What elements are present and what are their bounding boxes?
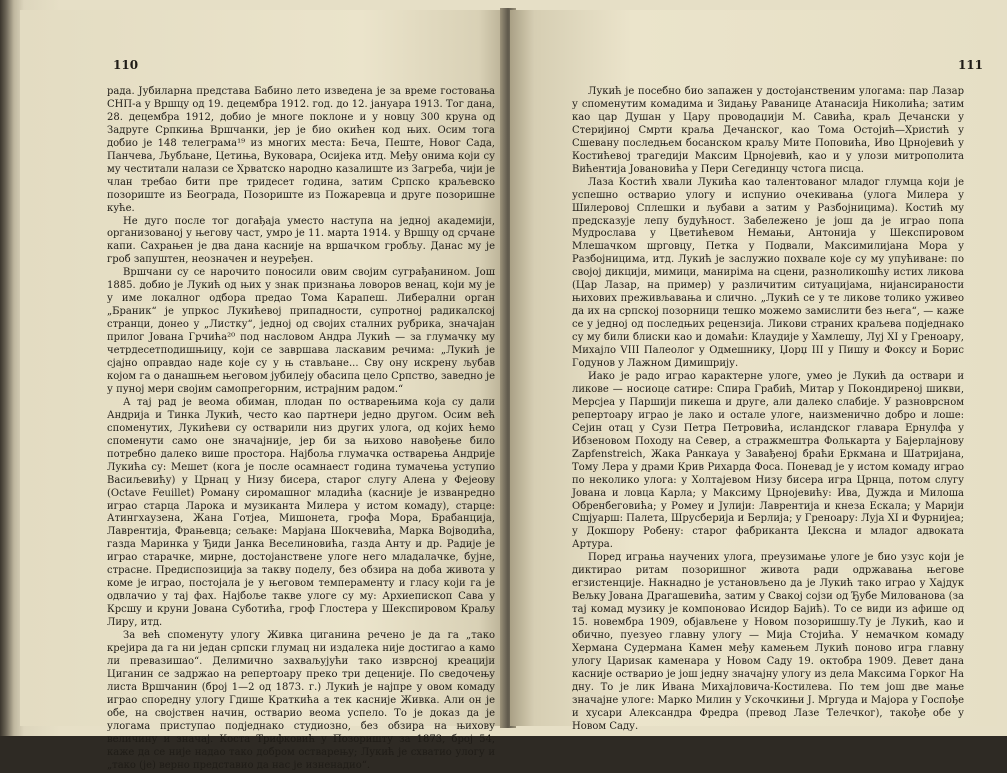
paragraph: Не дуго после тог догађаја уместо наступа на једној академији, организованој у његову част, умро је 11. марта 1914. у Вршцу од срчане капи. Сахрањен је два дана касније на вршачком гробљу. Данас му је гроб запуштен, неозначен и неуређен. — [107, 215, 495, 266]
left-page — [20, 10, 508, 771]
right-page — [510, 10, 997, 732]
page-number-left: 110 — [113, 58, 139, 72]
paragraph: Поред играња научених улога, преузимање улоге је био узус који је диктирао ритам позоришног живота ради одржавања његове егзистенције. Накнадно је установљено да је Лукић тако играо у Хајдук Вељку Јована Драгашевића, затим у Свакој сојзи од Ђубе Милованова (за тај комад музику је компоновао Исидор Бајић). То се види из афише од 15. новембра 1909, објављене у Новом позоришшу.Ту је Лукић, као и обично, пуезуео главну улогу — Мија Стојића. У немачком комаду Хермана Судермана Камен међу камењем Лукић поново игра главну улогу Цариѕак каменара у Новом Саду 19. октобра 1909. Девет дана касније остварио је још једну значајну улогу из дела Максима Горког На дну. То је лик Ивана Михајловича-Костилева. По тем још две мање значајне улоге: Марко Милин у Ускочкињи Ј. Мргуда и Мајора у Госпође и хусари Александра Фредра (превод Лазе Телечког), такође обе у Новом Саду. — [572, 552, 964, 732]
paragraph: За већ споменуту улогу Живка циганина речено је да га „тако крејира да га ни један српски глумац ни издалека није достигао а камо ли превазишао“. Делимично захваљујући тако изврсној креацији Циганин се задржао на репертоару преко три деценије. По сведочењу листа Вршчанин (број 1—2 од 1873. г.) Лукић је најпре у овом комаду играо споредну улогу Гдише Краткића а тек касније Живка. Али он је обе, на својствен начин, остварио веома успело. То је доказ да је улогама приступао подједнако студиозно, без обзира на њихову величину и значај. Коста Трифковић у Позоришту за 1873, број 54, каже да се није надао тако добром остварењу; Лукић је схватио улогу и „тако (је) верно представио да нас је изненадио“. — [107, 630, 495, 771]
paragraph: Лукић је посебно био запажен у достојанственим улогама: пар Лазар у споменутим комадима и Зидању Раванице Атанасија Николића; затим као цар Душан у Цару проводаџији М. Савића, краљ Дечански у Стеријиној Смрти краља Дечанског, као Тома Остојић—Христић у Сшевану последњем босанском краљу Мите Поповића, Иво Црнојевић у Костићевој трагедији Максим Црнојевић, као и у улози митрополита Вићентија Јовановића у Пери Сегединцу чстога писца. — [572, 86, 964, 175]
paragraph: рада. Јубиларна представа Бабино лето изведена је за време гостовања СНП-а у Вршцу од 19. децембра 1912. год. до 12. јануара 1913. Тог дана, 28. децембра 1912, добио је многе поклоне и у новцу 300 круна од Задруге Српкиња Вршчанки, јер је био окићен код њих. Осим тога добио је 148 телеграма¹⁹ из многих места: Беча, Пеште, Новог Сада, Панчева, Љубљане, Цетиња, Вуковара, Осијека итд. Међу онима који су му честитали налази се Хрватско народно казалиште из Загреба, чији је члан требао бити пре тридесет година, затим Српско краљевско позориште из Београда, Позориште из Пожаревца и друге позоришне куће. — [107, 86, 495, 214]
paragraph: А тај рад је веома обиман, плодан по остварењима која су дали Андрија и Тинка Лукић, често као партнери једно другом. Осим већ споменутих, Лукићеви су остварили низ других улога, од којих ћемо споменути само оне значајније, јер би за њихово навођење било потребно далеко више простора. Најбоља глумачка остварења Андрије Лукића су: Мешет (кога је после осамнаест година тумачења уступио Васиљевићу) у Црнац у Низу бисера, старог слугу Алена у Фејеову (Octave Feuillet) Роману сиромашног младића (касније је изванредно играо старца Ларока и музиканта Милера у истом комаду), старце: Атингхаузена, Жана Готјеа, Мишонета, грофа Мора, Брабанција, Лаврентија, Фрањевца; сељаке: Марјана Шокчевића, Марка Војводића, газда Маринка у Ђиди Јанка Веселиновића, газда Анту и др. Радије је играо старачке, мирне, доcтојанствене улоге него младалачке, бујне, страсне. Предиспозиција за такву поделу, без обзира на доба живота у коме је играо, постојала је у његовом темпераменту и гласу који га је одвлачио у тај фах. Најбоље такве улоге су му: Архиепископ Сава у Крсшу и круни Јована Суботића, гроф Глостера у Шекспировом Краљу Лиру, итд. — [107, 396, 495, 629]
right-page-text — [572, 86, 964, 734]
paragraph: Лаза Костић хвали Лукића као талентованог младог глумца који је успешно остварио улогу и испунио очекивања (улога Милера у Шилеровој Сплешки и љубави а затим у Разбојницима). Костић му предсказује лепу будућност. Забележено је још да је играо попа Мудрослава у Цветићевом Немањи, Антонија у Шекспировом Млешачком шрговцу, Петка у Подвали, Максимилијана Мора у Разбојницима, итд. Лукић је заслужио похвале које су му упућиване: по својој дикцији, мимици, маниріма на сцени, разноликошћу истих ликова (Цар Лазар, на пример) у различитим ситуацијама, нијансираности њихових преживљавања и слично. „Лукић се у те ликове толико уживео да их на српској позорници тешко можемо замислити без њега“, — каже се у једној од последњих рецензија. Ликови страних краљева подједнако су му били блиски као и домаћи: Клаудије у Хамлешу, Луј XI у Греноару, Михајло VIII Палеолог у Одмешнику, Џорџ III у Пишу и Фоксу и Борис Годунов у Лажном Димишрију. — [572, 176, 964, 370]
paragraph: Иако је радо играо карактерне улоге, умео је Лукић да оствари и ликове — носиоце сатире: Спира Грабић, Митар у Покондиреној шикви, Мерсјеа у Паршији пикеша и друге, али далеко слабије. У разноврсном репертоару играо је лако и остале улоге, наизменично добро и лоше: Сејин отац у Сузи Петра Петровића, исландског главара Ернулфа у Ибзеновом Походу на Север, а стражмештра Фолькарта у Бајерлајнову Zapfenstreich, Жака Ранкауа у Завађеној браћи Еркмана и Шатријана, Тому Лера у драми Крив Рихарда Фоса. Поневад је у истом комаду играо по неколико улога: у Холтајевом Низу бисера игра Црнца, потом слугу Јована и ловца Карла; у Максиму Црнојевићу: Ива, Дужда и Милоша Обренбеговића; у Ромеу и Јулији: Лаврентија и кнеза Ескала; у Марији Сшјуарш: Палета, Шрусберија и Берлија; у Греноару: Луја XI и Фурнијеа; у Докшору Робену: старог фабриканта Џексна и младог адвоката Артура. — [572, 370, 964, 551]
page-number-right: 111 — [957, 58, 983, 72]
left-page-text — [107, 86, 495, 773]
paragraph: Вршчани су се нарочито поносили овим својим суграђанином. Још 1885. добио је Лукић од њих у знак признања ловоров венац, који му је у име локалног одбора предао Тома Карапеш. Либерални орган „Браник“ је упркос Лукићевој припадности, супротној радикалској странци, донео у „Листку“, једној од својих сталних рубрика, значајан прилог Јована Грчића²⁰ под насловом Андра Лукић — за глумачку му четрдесетподишњицу, који се завршава ласкавим речима: „Лукић је сјајно оправдао наде које су у њ стављане... Сву ону искрену љубав којом га о данашњем његовом јубилеју обасипа цело Српство, заведно је у пуној мери својим самопрегорним, истрајним радом.“ — [107, 267, 495, 395]
